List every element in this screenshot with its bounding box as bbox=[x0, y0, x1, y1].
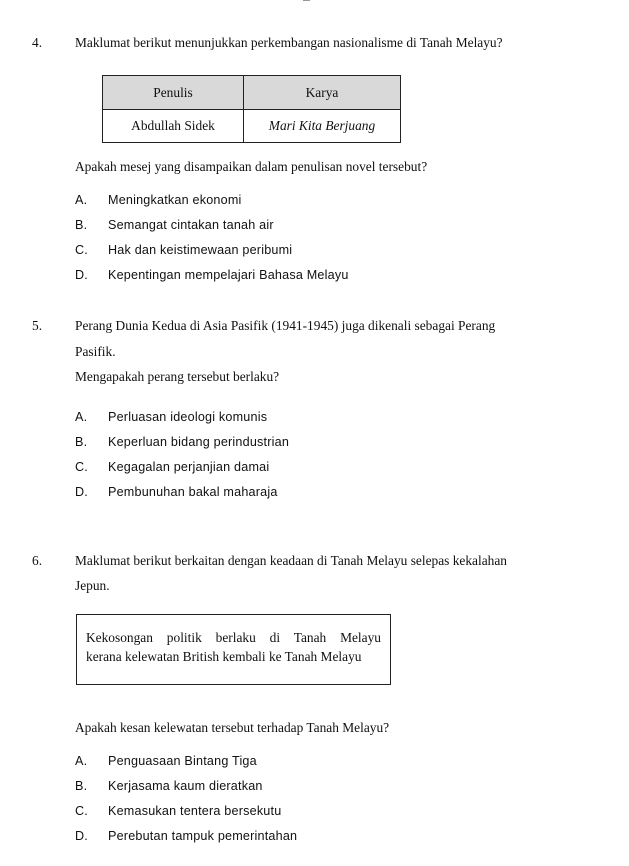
question-stem: Jepun. bbox=[75, 578, 110, 593]
question-prompt: Apakah mesej yang disampaikan dalam penulisan novel tersebut? bbox=[75, 159, 428, 174]
info-box-line: kerana kelewatan British kembali ke Tanah Melayu bbox=[86, 649, 362, 664]
option-text: Pembunuhan bakal maharaja bbox=[108, 485, 278, 499]
option-letter: C. bbox=[75, 243, 88, 257]
option-text: Keperluan bidang perindustrian bbox=[108, 435, 290, 449]
question-prompt: Apakah kesan kelewatan tersebut terhadap Tanah Melayu? bbox=[75, 720, 390, 735]
question-stem: Maklumat berikut menunjukkan perkembangan nasionalisme di Tanah Melayu? bbox=[75, 35, 503, 50]
table-header-cell: Karya bbox=[244, 76, 401, 110]
option-text: Meningkatkan ekonomi bbox=[108, 193, 242, 207]
option-text: Hak dan keistimewaan peribumi bbox=[108, 243, 293, 257]
table-header-cell: Penulis bbox=[103, 76, 244, 110]
question-prompt: Mengapakah perang tersebut berlaku? bbox=[75, 369, 280, 384]
option-text: Semangat cintakan tanah air bbox=[108, 218, 274, 232]
table-cell: Abdullah Sidek bbox=[103, 110, 244, 143]
option-letter: A. bbox=[75, 410, 88, 424]
option-letter: D. bbox=[75, 485, 88, 499]
page-top-mark bbox=[303, 0, 310, 1]
option-letter: A. bbox=[75, 754, 88, 768]
question-number: 5. bbox=[32, 318, 43, 333]
question-stem: Perang Dunia Kedua di Asia Pasifik (1941-1945) juga dikenali sebagai Perang bbox=[75, 318, 496, 333]
question-stem: Pasifik. bbox=[75, 344, 116, 359]
option-letter: D. bbox=[75, 268, 88, 282]
option-text: Kegagalan perjanjian damai bbox=[108, 460, 270, 474]
info-box bbox=[76, 614, 391, 685]
option-letter: D. bbox=[75, 829, 88, 843]
option-text: Kepentingan mempelajari Bahasa Melayu bbox=[108, 268, 349, 282]
option-letter: B. bbox=[75, 435, 88, 449]
option-letter: C. bbox=[75, 804, 88, 818]
option-text: Kerjasama kaum dieratkan bbox=[108, 779, 263, 793]
option-text: Perluasan ideologi komunis bbox=[108, 410, 268, 424]
option-text: Penguasaan Bintang Tiga bbox=[108, 754, 257, 768]
info-table bbox=[102, 75, 401, 143]
table-row bbox=[103, 110, 401, 143]
question-number: 4. bbox=[32, 35, 43, 50]
option-letter: B. bbox=[75, 779, 88, 793]
question-stem: Maklumat berikut berkaitan dengan keadaan di Tanah Melayu selepas kekalahan bbox=[75, 553, 507, 568]
option-letter: B. bbox=[75, 218, 88, 232]
question-number: 6. bbox=[32, 553, 43, 568]
option-text: Kemasukan tentera bersekutu bbox=[108, 804, 282, 818]
table-cell: Mari Kita Berjuang bbox=[244, 110, 401, 143]
option-text: Perebutan tampuk pemerintahan bbox=[108, 829, 298, 843]
option-letter: A. bbox=[75, 193, 88, 207]
info-box-line: Kekosongan politik berlaku di Tanah Melayu bbox=[86, 630, 381, 645]
table-header-row bbox=[103, 76, 401, 110]
option-letter: C. bbox=[75, 460, 88, 474]
